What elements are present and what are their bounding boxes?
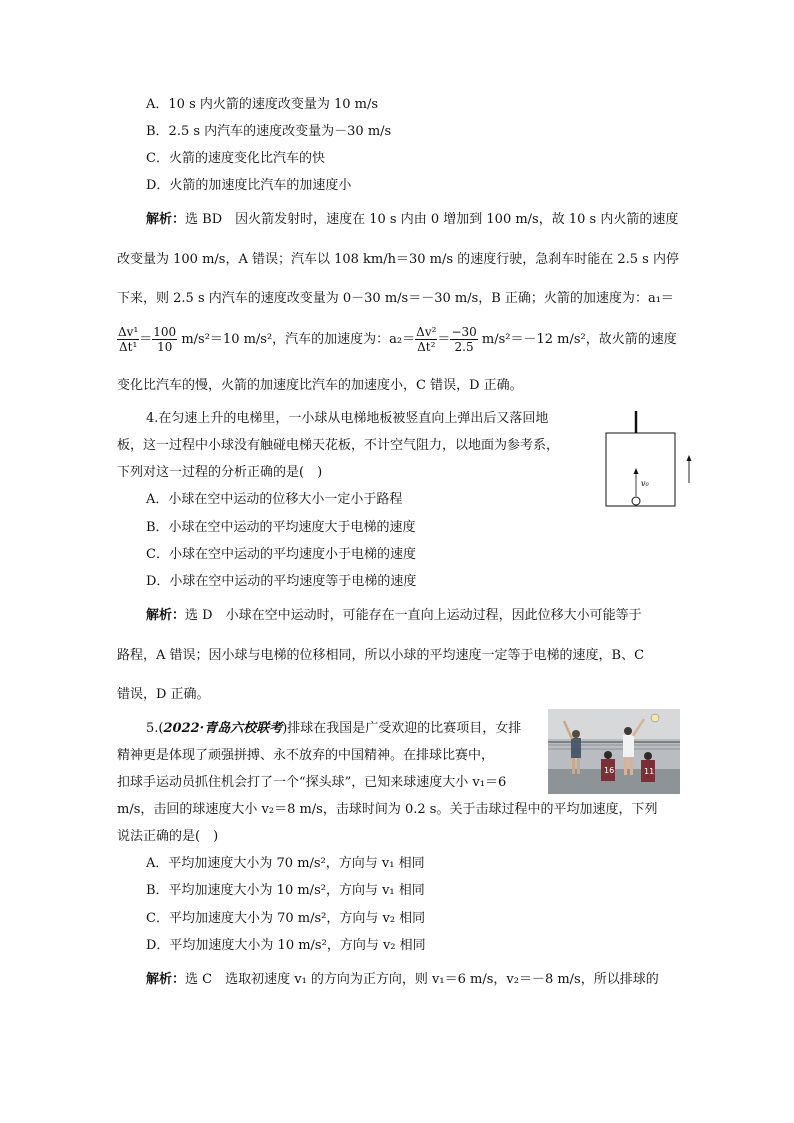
q3-option-d: D．火箭的加速度比汽车的加速度小: [146, 178, 352, 193]
q4-option-b: B．小球在空中运动的平均速度大于电梯的速度: [146, 520, 416, 535]
q5-option-b: B．平均加速度大小为 10 m/s²，方向与 v₁ 相同: [146, 883, 425, 898]
q5-stem-line-4: m/s，击回的球速度大小 v₂＝8 m/s，击球时间为 0.2 s。关于击球过程中的平均加速度，下列: [117, 802, 658, 817]
elevator-figure: [605, 411, 697, 507]
q4-solution-line-1: 解析：选 D 小球在空中运动时，可能存在一直向上运动过程，因此位移大小可能等于: [146, 608, 642, 623]
q5-option-a: A．平均加速度大小为 70 m/s²，方向与 v₁ 相同: [146, 856, 425, 871]
q4-stem-line-1: 4.在匀速上升的电梯里，一小球从电梯地板被竖直向上弹出后又落回地: [146, 411, 549, 426]
solution-label: 解析：: [146, 972, 186, 987]
svg-text:11: 11: [644, 767, 655, 776]
q3-solution-line-1: [146, 211, 678, 229]
q5-stem-line-3: 扣球手运动员抓住机会打了一个“探头球”，已知来球速度大小 v₁＝6: [117, 775, 507, 790]
q4-solution-line-2: 路程，A 错误；因小球与电梯的位移相同，所以小球的平均速度一定等于电梯的速度，B、C: [117, 648, 645, 663]
q3-option-c: C．火箭的速度变化比汽车的快: [146, 151, 325, 166]
q4-option-c: C．小球在空中运动的平均速度小于电梯的速度: [146, 547, 416, 562]
solution-label: 解析：: [146, 212, 186, 227]
v0-label: v₀: [641, 479, 649, 488]
q5-option-c: C．平均加速度大小为 70 m/s²，方向与 v₂ 相同: [146, 911, 426, 926]
svg-text:16: 16: [604, 766, 615, 775]
q3-solution-text-1: 选 BD 因火箭发射时，速度在 10 s 内由 0 增加到 100 m/s，故 10 s 内火箭的速度: [185, 212, 679, 227]
q3-solution-line-5: 变化比汽车的慢，火箭的加速度比汽车的加速度小，C 错误，D 正确。: [117, 378, 523, 393]
q5-option-d: D．平均加速度大小为 10 m/s²，方向与 v₂ 相同: [146, 938, 426, 953]
solution-label: 解析：: [146, 608, 186, 623]
q3-option-a: A．10 s 内火箭的速度改变量为 10 m/s: [146, 97, 379, 112]
q3-solution-line-4: $\frac{\text{Δv¹}}{\text{Δt¹}}$ ＝ $\frac{100}{10}$ m/s²＝10 m/s²，汽车的加速度为：a₂＝ $\frac{\text{Δv²}}{\text{Δt²}}$ ＝ $\frac{-30}{2.5}$ m/s²＝－12 m/s²，故火箭的速度: [118, 325, 677, 354]
q5-stem-line-5: 说法正确的是( ): [117, 829, 219, 844]
fraction-delta-v2: $\frac{\text{Δv²}}{\text{Δt²}}$: [416, 325, 437, 354]
fraction-minus30-2-5: $\frac{-30}{2.5}$: [451, 325, 477, 354]
q4-option-a: A．小球在空中运动的位移大小一定小于路程: [146, 492, 403, 507]
ball-circle: [632, 497, 640, 505]
volleyball-photo: [548, 709, 680, 794]
elevator-motion-arrow: [687, 455, 692, 461]
q3-solution-line-3: 下来，则 2.5 s 内汽车的速度改变量为 0－30 m/s＝－30 m/s，B 正确；火箭的加速度为：a₁＝: [117, 291, 674, 306]
fraction-100-10: $\frac{100}{10}$: [153, 325, 177, 354]
q4-option-d: D．小球在空中运动的平均速度等于电梯的速度: [146, 574, 417, 589]
q3-solution-line-2: 改变量为 100 m/s，A 错误；汽车以 108 km/h＝30 m/s 的速度行驶，急刹车时能在 2.5 s 内停: [117, 252, 679, 267]
fraction-delta-v1: $\frac{\text{Δv¹}}{\text{Δt¹}}$: [118, 325, 139, 354]
ball-velocity-arrow: [634, 468, 639, 474]
q4-stem-line-2: 板，这一过程中小球没有触碰电梯天花板，不计空气阻力，以地面为参考系，: [117, 438, 560, 453]
q5-source: 2022·青岛六校联考: [163, 721, 283, 736]
q3-option-b: B．2.5 s 内汽车的速度改变量为－30 m/s: [146, 124, 392, 139]
q4-solution-line-3: 错误，D 正确。: [117, 687, 210, 702]
q5-stem-line-2: 精神更是体现了顽强拼搏、永不放弃的中国精神。在排球比赛中，: [117, 748, 495, 763]
q4-stem-line-3: 下列对这一过程的分析正确的是( ): [117, 465, 323, 480]
q5-stem-line-1: 5.(2022·青岛六校联考)排球在我国是广受欢迎的比赛项目，女排: [146, 721, 522, 736]
q5-solution-line-1: 解析：选 C 选取初速度 v₁ 的方向为正方向，则 v₁＝6 m/s，v₂＝－8 m/s，所以排球的: [146, 972, 659, 987]
ball: [651, 714, 659, 722]
